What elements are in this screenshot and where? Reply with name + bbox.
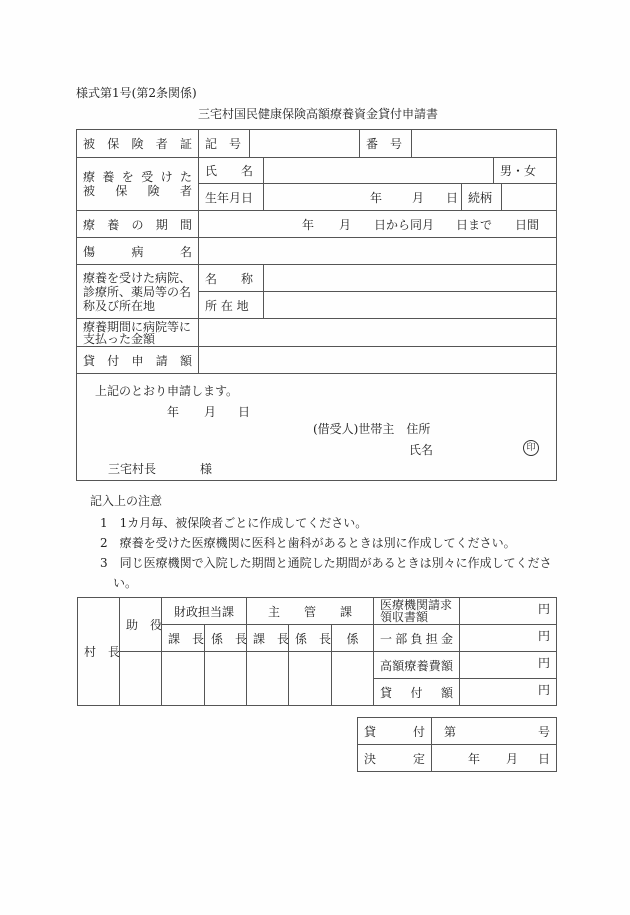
number-label: 番 号 (359, 129, 412, 158)
gender-field[interactable]: 男・女 (493, 157, 557, 184)
hospital-name-label: 名 称 (198, 264, 264, 292)
note-item: い。 (113, 576, 138, 590)
amount-label: 高額療養費額 (373, 651, 460, 679)
date-year: 年 (167, 405, 180, 419)
dept-subchief: 係 長 (288, 624, 332, 652)
date-day: 日 (238, 405, 251, 419)
finance-chief: 課 長 (161, 624, 205, 652)
name-field[interactable] (263, 157, 494, 184)
seal-icon: 印 (523, 440, 539, 456)
hospital-name-field[interactable] (263, 264, 557, 292)
dept-chief: 課 長 (246, 624, 289, 652)
honorific: 様 (200, 462, 213, 476)
finance-header: 財政担当課 (161, 597, 247, 625)
hospital-address-label: 所 在 地 (198, 291, 264, 319)
hospital-label: 療養を受けた病院、診療所、薬局等の名称及び所在地 (76, 264, 199, 319)
amount-label: 一部負担金 (373, 624, 460, 652)
loan-amount-label: 貸付申請額 (76, 346, 199, 374)
birthdate-field[interactable]: 年 月 日 (263, 183, 462, 211)
decided-label: 決 定 (357, 744, 432, 772)
amount-field[interactable]: 円 (459, 678, 557, 706)
note-item: 2 療養を受けた医療機関に医科と歯科があるときは別に作成してください。 (100, 536, 516, 550)
declaration-text: 上記のとおり申請します。 (95, 384, 239, 398)
period-label: 療養の期間 (76, 210, 199, 238)
paid-field[interactable] (198, 318, 557, 347)
stamp-cell[interactable] (204, 651, 247, 706)
note-item: 3 同じ医療機関で入院した期間と通院した期間があるときは別々に作成してくださ (100, 556, 552, 570)
period-field[interactable]: 年 月 日から同月 日まで 日間 (198, 210, 557, 238)
patient-label: 療養を受けた 被保険者 (76, 157, 199, 211)
amount-label: 医療機関請求領収書額 (373, 597, 460, 625)
stamp-cell[interactable] (331, 651, 374, 706)
mayor-header: 村 長 (77, 597, 120, 706)
symbol-field[interactable] (249, 129, 360, 158)
dept-staff: 係 (331, 624, 374, 652)
disease-field[interactable] (198, 237, 557, 265)
main-dept-header: 主 管 課 (246, 597, 374, 625)
signer-name-label: 氏名 (409, 443, 434, 457)
relation-field[interactable] (501, 183, 557, 211)
loan-number-field[interactable]: 第 号 (431, 717, 557, 745)
form-title: 三宅村国民健康保険高額療養資金貸付申請書 (198, 107, 439, 121)
hospital-address-field[interactable] (263, 291, 557, 319)
relation-label: 続柄 (461, 183, 502, 211)
finance-subchief: 係 長 (204, 624, 247, 652)
stamp-cell[interactable] (161, 651, 205, 706)
number-field[interactable] (411, 129, 557, 158)
stamp-cell[interactable] (246, 651, 289, 706)
loan-amount-field[interactable] (198, 346, 557, 374)
birthdate-label: 生年月日 (198, 183, 264, 211)
note-item: 1 1カ月毎、被保険者ごとに作成してください。 (100, 516, 368, 530)
deputy-header: 助 役 (119, 597, 162, 652)
amount-field[interactable]: 円 (459, 651, 557, 679)
borrower-label: (借受人)世帯主 住所 (313, 422, 431, 436)
insurance-card-label: 被保険者証 (76, 129, 199, 158)
notes-heading: 記入上の注意 (90, 494, 163, 508)
form-number: 様式第1号(第2条関係) (76, 86, 197, 100)
name-label: 氏 名 (198, 157, 264, 184)
amount-field[interactable]: 円 (459, 597, 557, 625)
loan-label: 貸 付 (357, 717, 432, 745)
paid-label: 療養期間に病院等に支払った金額 (76, 318, 199, 347)
disease-label: 傷病名 (76, 237, 199, 265)
stamp-cell[interactable] (288, 651, 332, 706)
date-month: 月 (204, 405, 217, 419)
decision-date-field[interactable]: 年 月 日 (431, 744, 557, 772)
amount-label: 貸付額 (373, 678, 460, 706)
amount-field[interactable]: 円 (459, 624, 557, 652)
stamp-cell[interactable] (119, 651, 162, 706)
addressee: 三宅村長 (108, 462, 157, 476)
symbol-label: 記 号 (198, 129, 250, 158)
